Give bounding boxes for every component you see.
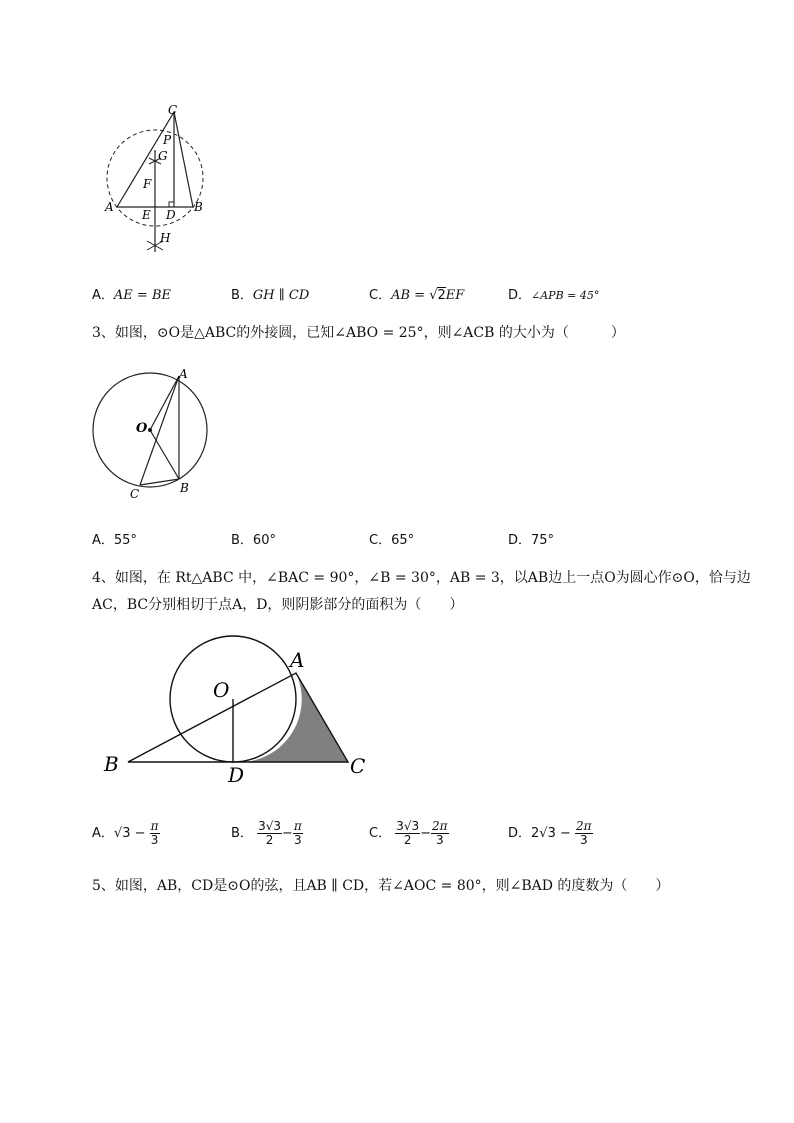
label-a: A xyxy=(105,200,114,214)
label-o: O xyxy=(213,678,230,702)
center-point xyxy=(148,428,152,432)
q4-option-b[interactable]: B． $\frac{3√3}{2}$ − $\frac{\pi}{3}$ xyxy=(231,819,302,847)
q3-option-d[interactable]: D．75° xyxy=(508,533,555,548)
q2-option-d[interactable]: D．∠APB = 45° xyxy=(508,288,600,303)
q2-option-b[interactable]: B．GH ∥ CD xyxy=(231,288,310,303)
segment-oa xyxy=(150,376,179,430)
sqrt-sign: √ xyxy=(429,288,438,303)
fraction: $\frac{2\pi}{3}$ xyxy=(576,819,592,847)
q4-option-c[interactable]: C． $\frac{3√3}{2}$ − $\frac{2\pi}{3}$ xyxy=(369,819,448,847)
label-c: C xyxy=(168,103,178,117)
q3-option-a[interactable]: A．55° xyxy=(92,533,137,548)
label-b: B xyxy=(194,200,203,214)
label-d: D xyxy=(166,208,176,222)
fraction: $\frac{\pi}{3}$ xyxy=(150,819,159,847)
question-3-text: 3、如图，⊙O是△ABC的外接圆，已知∠ABO = 25°，则∠ACB 的大小为（ ） xyxy=(92,325,625,341)
segment-ob xyxy=(150,430,179,479)
question-4-line2: AC，BC分别相切于点A，D，则阴影部分的面积为（ ） xyxy=(92,597,464,613)
q4-option-d[interactable]: D．2√3 − $\frac{2\pi}{3}$ xyxy=(508,819,592,847)
shaded-region xyxy=(233,673,348,762)
label-b: B xyxy=(104,752,119,776)
fraction: $\frac{3√3}{2}$ xyxy=(258,819,281,847)
figure-triangle-construction xyxy=(100,100,220,260)
right-angle-mark xyxy=(169,202,174,207)
question-5-text: 5、如图，AB，CD是⊙O的弦，且AB ∥ CD，若∠AOC = 80°，则∠BAD 的度数为（ ） xyxy=(92,878,670,894)
figure-tangent-circle xyxy=(100,634,380,786)
label-c: C xyxy=(130,487,140,500)
figure-circumcircle xyxy=(88,366,218,500)
label-c: C xyxy=(350,754,366,778)
label-a: A xyxy=(179,367,188,381)
label-b: B xyxy=(180,481,189,495)
label-o: O xyxy=(136,421,148,436)
label-h: H xyxy=(160,231,171,245)
fraction: $\frac{3√3}{2}$ xyxy=(396,819,420,847)
label-d: D xyxy=(228,763,245,786)
q4-option-a[interactable]: A．√3 − $\frac{\pi}{3}$ xyxy=(92,819,159,847)
q2-option-a[interactable]: A．AE = BE xyxy=(92,288,171,303)
fraction: $\frac{2\pi}{3}$ xyxy=(432,819,448,847)
label-g: G xyxy=(158,149,168,163)
q3-option-c[interactable]: C．65° xyxy=(369,533,415,548)
label-e: E xyxy=(142,208,151,222)
fraction: $\frac{\pi}{3}$ xyxy=(293,819,302,847)
q2-option-c[interactable]: C．AB = √2EF xyxy=(369,288,465,303)
label-p: P xyxy=(163,133,172,147)
label-a: A xyxy=(290,648,305,672)
label-f: F xyxy=(143,177,152,191)
question-4-line1: 4、如图，在 Rt△ABC 中，∠BAC = 90°，∠B = 30°，AB = 3，以AB边上一点O为圆心作⊙O，恰与边 xyxy=(92,570,751,586)
q3-option-b[interactable]: B．60° xyxy=(231,533,276,548)
